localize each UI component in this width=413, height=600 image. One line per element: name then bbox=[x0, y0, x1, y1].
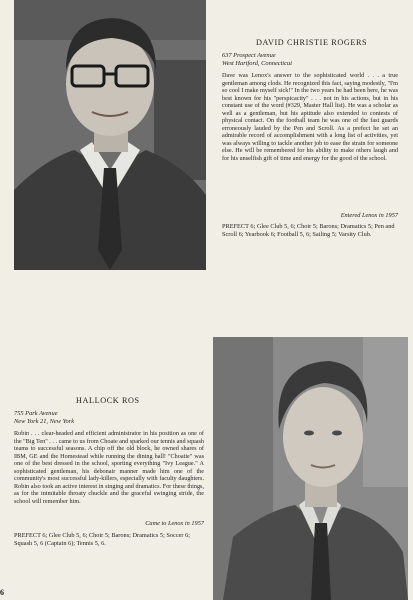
portrait-photo-rogers bbox=[14, 0, 206, 270]
portrait-ros-drawing bbox=[213, 337, 408, 600]
biography-rogers: Dave was Lenox's answer to the sophisticated world . . . a true gentleman among clods. He recognized this fact, saying modestly, "I'm so cool I make myself sick!" In the two years he had been here, he was best known for his "perspicacity" . . . not in his actions, but in his constant use of the word (#329, Master Hall list). He was a scholar as well as a gentleman, but his aptitude also extended to contests of physical contact. On the football team he was one of the fast guards erroneously lauded by the Pen and Scroll. As a prefect he set an admirable record of accomplishment with a long list of activities, yet was always willing to tackle another job to ease the strain for someone else. He will be remembered for his ability to make others laugh and for his unselfish gift of time and energy for the good of the school. bbox=[222, 72, 398, 163]
address-line1-rogers: 637 Prospect Avenue bbox=[222, 52, 276, 59]
address-line1-ros: 755 Park Avenue bbox=[14, 410, 58, 417]
portrait-photo-ros bbox=[213, 337, 408, 600]
page-number: 6 bbox=[0, 588, 4, 597]
student-name-rogers: DAVID CHRISTIE ROGERS bbox=[256, 38, 368, 47]
portrait-rogers-drawing bbox=[14, 0, 206, 270]
activities-ros: PREFECT 6; Glee Club 5, 6; Choir 5; Barons; Dramatics 5; Soccer 6; Squash 5, 6 (Captain 6); Tennis 5, 6. bbox=[14, 532, 191, 547]
student-name-ros: HALLOCK ROS bbox=[76, 396, 140, 405]
address-line2-ros: New York 21, New York bbox=[14, 418, 75, 425]
address-line2-rogers: West Hartford, Connecticut bbox=[222, 60, 292, 67]
entered-year-rogers: Entered Lenox in 1957 bbox=[340, 212, 398, 219]
entered-year-ros: Came to Lenox in 1957 bbox=[145, 520, 204, 527]
biography-ros: Robin . . . clear-headed and efficient administrator in his position as one of the "Big Ten" . . . came to us from Choate and sparked our tennis and squash teams to successful seasons. A chip off the old block, he owned shares of IBM, GE and the Homestead while running the dining hall! "Choatie" was one of the best dressed in the school, sporting everything "Ivy League." A sophisticated gentleman, his debonair manner made him one of the community's most successful lady-killers, especially with faculty daughters. Robin also took an active interest in singing and dramatics. For these things, as for the inimitable throaty chuckle and the graceful swinging stride, the school will remember him. bbox=[14, 430, 204, 505]
activities-rogers: PREFECT 6; Glee Club 5, 6; Choir 5; Barons; Dramatics 5; Pen and Scroll 6; Yearbook 6; Football 5, 6; Sailing 5; Varsity Club. bbox=[222, 223, 395, 238]
